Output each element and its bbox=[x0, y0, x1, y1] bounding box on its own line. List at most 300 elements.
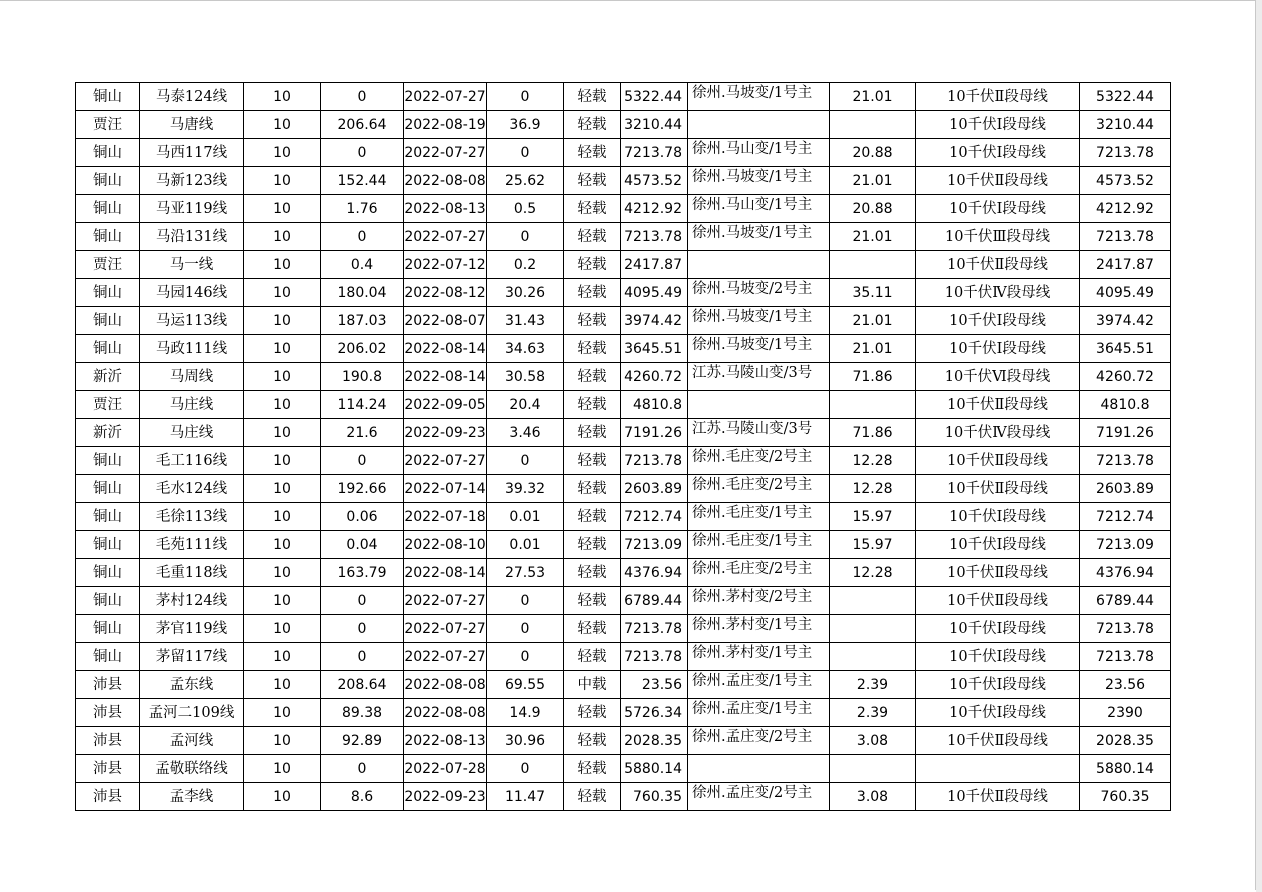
table-row bbox=[76, 643, 1171, 671]
county-cell: 沛县 bbox=[76, 671, 140, 699]
max-load-cell: 21.6 bbox=[321, 419, 404, 447]
load-rate-cell: 36.9 bbox=[487, 111, 564, 139]
max-load-cell: 190.8 bbox=[321, 363, 404, 391]
substation-cell: 徐州.马山变/1号主 bbox=[688, 139, 830, 167]
load-status-cell: 轻载 bbox=[564, 783, 621, 811]
capacity-cell: 760.35 bbox=[621, 783, 688, 811]
date-cell: 2022-08-19 bbox=[404, 111, 487, 139]
busbar-cell: 10千伏Ⅰ段母线 bbox=[916, 307, 1080, 335]
county-cell: 沛县 bbox=[76, 755, 140, 783]
line-name-cell: 马新123线 bbox=[140, 167, 244, 195]
busbar-cell: 10千伏Ⅱ段母线 bbox=[916, 83, 1080, 111]
county-cell: 铜山 bbox=[76, 195, 140, 223]
load-rate-cell: 30.26 bbox=[487, 279, 564, 307]
capacity-cell: 5726.34 bbox=[621, 699, 688, 727]
load-rate-cell: 0 bbox=[487, 587, 564, 615]
busbar-cell: 10千伏Ⅰ段母线 bbox=[916, 671, 1080, 699]
transformer-load-cell bbox=[830, 251, 916, 279]
voltage-cell: 10 bbox=[244, 167, 321, 195]
table-row bbox=[76, 223, 1171, 251]
available-capacity-cell: 2603.89 bbox=[1080, 475, 1171, 503]
available-capacity-cell: 7191.26 bbox=[1080, 419, 1171, 447]
voltage-cell: 10 bbox=[244, 503, 321, 531]
load-status-cell: 中载 bbox=[564, 671, 621, 699]
county-cell: 铜山 bbox=[76, 307, 140, 335]
available-capacity-cell: 3974.42 bbox=[1080, 307, 1171, 335]
voltage-cell: 10 bbox=[244, 251, 321, 279]
substation-cell: 徐州.毛庄变/1号主 bbox=[688, 531, 830, 559]
date-cell: 2022-09-23 bbox=[404, 783, 487, 811]
transformer-load-cell bbox=[830, 643, 916, 671]
voltage-cell: 10 bbox=[244, 643, 321, 671]
load-rate-cell: 39.32 bbox=[487, 475, 564, 503]
transformer-load-cell: 20.88 bbox=[830, 195, 916, 223]
transformer-load-cell: 21.01 bbox=[830, 167, 916, 195]
table-row bbox=[76, 587, 1171, 615]
table-row bbox=[76, 783, 1171, 811]
busbar-cell: 10千伏Ⅰ段母线 bbox=[916, 139, 1080, 167]
max-load-cell: 0.04 bbox=[321, 531, 404, 559]
busbar-cell: 10千伏Ⅱ段母线 bbox=[916, 391, 1080, 419]
load-rate-cell: 34.63 bbox=[487, 335, 564, 363]
substation-cell: 徐州.茅村变/1号主 bbox=[688, 643, 830, 671]
date-cell: 2022-08-08 bbox=[404, 699, 487, 727]
max-load-cell: 8.6 bbox=[321, 783, 404, 811]
max-load-cell: 192.66 bbox=[321, 475, 404, 503]
load-status-cell: 轻载 bbox=[564, 223, 621, 251]
county-cell: 铜山 bbox=[76, 587, 140, 615]
busbar-cell bbox=[916, 755, 1080, 783]
load-status-cell: 轻载 bbox=[564, 195, 621, 223]
date-cell: 2022-07-27 bbox=[404, 447, 487, 475]
voltage-cell: 10 bbox=[244, 363, 321, 391]
available-capacity-cell: 4376.94 bbox=[1080, 559, 1171, 587]
max-load-cell: 114.24 bbox=[321, 391, 404, 419]
transformer-load-cell: 3.08 bbox=[830, 727, 916, 755]
capacity-cell: 4810.8 bbox=[621, 391, 688, 419]
line-name-cell: 马政111线 bbox=[140, 335, 244, 363]
busbar-cell: 10千伏Ⅳ段母线 bbox=[916, 419, 1080, 447]
line-name-cell: 毛苑111线 bbox=[140, 531, 244, 559]
line-name-cell: 孟河二109线 bbox=[140, 699, 244, 727]
max-load-cell: 0 bbox=[321, 587, 404, 615]
table-row bbox=[76, 531, 1171, 559]
busbar-cell: 10千伏Ⅱ段母线 bbox=[916, 783, 1080, 811]
transformer-load-cell: 71.86 bbox=[830, 419, 916, 447]
transformer-load-cell: 15.97 bbox=[830, 503, 916, 531]
line-name-cell: 孟敬联络线 bbox=[140, 755, 244, 783]
voltage-cell: 10 bbox=[244, 139, 321, 167]
line-name-cell: 毛徐113线 bbox=[140, 503, 244, 531]
table-row bbox=[76, 251, 1171, 279]
capacity-cell: 7213.78 bbox=[621, 643, 688, 671]
county-cell: 铜山 bbox=[76, 139, 140, 167]
load-status-cell: 轻载 bbox=[564, 111, 621, 139]
capacity-cell: 3210.44 bbox=[621, 111, 688, 139]
available-capacity-cell: 7213.78 bbox=[1080, 139, 1171, 167]
capacity-cell: 7213.78 bbox=[621, 615, 688, 643]
table-row bbox=[76, 83, 1171, 111]
voltage-cell: 10 bbox=[244, 335, 321, 363]
available-capacity-cell: 5322.44 bbox=[1080, 83, 1171, 111]
load-status-cell: 轻载 bbox=[564, 503, 621, 531]
max-load-cell: 89.38 bbox=[321, 699, 404, 727]
capacity-cell: 4573.52 bbox=[621, 167, 688, 195]
transformer-load-cell bbox=[830, 111, 916, 139]
load-status-cell: 轻载 bbox=[564, 531, 621, 559]
substation-cell: 徐州.马坡变/2号主 bbox=[688, 279, 830, 307]
available-capacity-cell: 3645.51 bbox=[1080, 335, 1171, 363]
transformer-load-cell bbox=[830, 615, 916, 643]
line-name-cell: 马沿131线 bbox=[140, 223, 244, 251]
line-name-cell: 茅官119线 bbox=[140, 615, 244, 643]
load-rate-cell: 20.4 bbox=[487, 391, 564, 419]
table-body bbox=[76, 83, 1171, 811]
voltage-cell: 10 bbox=[244, 195, 321, 223]
busbar-cell: 10千伏Ⅱ段母线 bbox=[916, 447, 1080, 475]
max-load-cell: 92.89 bbox=[321, 727, 404, 755]
load-status-cell: 轻载 bbox=[564, 727, 621, 755]
county-cell: 新沂 bbox=[76, 419, 140, 447]
transformer-load-cell: 12.28 bbox=[830, 475, 916, 503]
substation-cell: 徐州.毛庄变/2号主 bbox=[688, 475, 830, 503]
date-cell: 2022-08-13 bbox=[404, 727, 487, 755]
date-cell: 2022-07-18 bbox=[404, 503, 487, 531]
table-row bbox=[76, 195, 1171, 223]
date-cell: 2022-07-27 bbox=[404, 587, 487, 615]
max-load-cell: 163.79 bbox=[321, 559, 404, 587]
max-load-cell: 206.64 bbox=[321, 111, 404, 139]
load-status-cell: 轻载 bbox=[564, 643, 621, 671]
capacity-cell: 7213.78 bbox=[621, 223, 688, 251]
available-capacity-cell: 4573.52 bbox=[1080, 167, 1171, 195]
capacity-cell: 7213.09 bbox=[621, 531, 688, 559]
available-capacity-cell: 7213.78 bbox=[1080, 615, 1171, 643]
table-row bbox=[76, 279, 1171, 307]
date-cell: 2022-08-12 bbox=[404, 279, 487, 307]
load-status-cell: 轻载 bbox=[564, 279, 621, 307]
available-capacity-cell: 7213.78 bbox=[1080, 223, 1171, 251]
max-load-cell: 0.06 bbox=[321, 503, 404, 531]
table-row bbox=[76, 335, 1171, 363]
available-capacity-cell: 2028.35 bbox=[1080, 727, 1171, 755]
available-capacity-cell: 7213.09 bbox=[1080, 531, 1171, 559]
county-cell: 铜山 bbox=[76, 615, 140, 643]
busbar-cell: 10千伏Ⅳ段母线 bbox=[916, 279, 1080, 307]
max-load-cell: 0 bbox=[321, 139, 404, 167]
available-capacity-cell: 4095.49 bbox=[1080, 279, 1171, 307]
county-cell: 铜山 bbox=[76, 559, 140, 587]
max-load-cell: 180.04 bbox=[321, 279, 404, 307]
busbar-cell: 10千伏Ⅱ段母线 bbox=[916, 587, 1080, 615]
load-status-cell: 轻载 bbox=[564, 139, 621, 167]
capacity-cell: 5322.44 bbox=[621, 83, 688, 111]
capacity-cell: 4212.92 bbox=[621, 195, 688, 223]
date-cell: 2022-08-07 bbox=[404, 307, 487, 335]
date-cell: 2022-08-08 bbox=[404, 167, 487, 195]
voltage-cell: 10 bbox=[244, 447, 321, 475]
transformer-load-cell: 21.01 bbox=[830, 307, 916, 335]
line-name-cell: 毛工116线 bbox=[140, 447, 244, 475]
line-name-cell: 马一线 bbox=[140, 251, 244, 279]
substation-cell bbox=[688, 755, 830, 783]
capacity-cell: 4376.94 bbox=[621, 559, 688, 587]
substation-cell: 徐州.毛庄变/2号主 bbox=[688, 559, 830, 587]
load-rate-cell: 14.9 bbox=[487, 699, 564, 727]
page-shadow bbox=[1256, 0, 1262, 892]
date-cell: 2022-08-14 bbox=[404, 335, 487, 363]
voltage-cell: 10 bbox=[244, 531, 321, 559]
table-row bbox=[76, 111, 1171, 139]
line-name-cell: 茅留117线 bbox=[140, 643, 244, 671]
transformer-load-cell: 21.01 bbox=[830, 83, 916, 111]
load-rate-cell: 0 bbox=[487, 139, 564, 167]
county-cell: 铜山 bbox=[76, 503, 140, 531]
voltage-cell: 10 bbox=[244, 671, 321, 699]
substation-cell: 徐州.毛庄变/2号主 bbox=[688, 447, 830, 475]
transformer-load-cell: 15.97 bbox=[830, 531, 916, 559]
substation-cell: 江苏.马陵山变/3号 bbox=[688, 363, 830, 391]
load-status-cell: 轻载 bbox=[564, 419, 621, 447]
county-cell: 沛县 bbox=[76, 699, 140, 727]
line-name-cell: 马庄线 bbox=[140, 391, 244, 419]
available-capacity-cell: 4810.8 bbox=[1080, 391, 1171, 419]
capacity-cell: 4260.72 bbox=[621, 363, 688, 391]
available-capacity-cell: 7212.74 bbox=[1080, 503, 1171, 531]
substation-cell bbox=[688, 391, 830, 419]
line-name-cell: 马庄线 bbox=[140, 419, 244, 447]
date-cell: 2022-07-27 bbox=[404, 643, 487, 671]
substation-cell: 徐州.孟庄变/2号主 bbox=[688, 727, 830, 755]
transformer-load-cell bbox=[830, 587, 916, 615]
substation-cell: 徐州.茅村变/1号主 bbox=[688, 615, 830, 643]
max-load-cell: 0 bbox=[321, 643, 404, 671]
substation-cell bbox=[688, 111, 830, 139]
load-rate-cell: 69.55 bbox=[487, 671, 564, 699]
substation-cell: 徐州.马坡变/1号主 bbox=[688, 335, 830, 363]
load-rate-cell: 11.47 bbox=[487, 783, 564, 811]
voltage-cell: 10 bbox=[244, 475, 321, 503]
transformer-load-cell: 3.08 bbox=[830, 783, 916, 811]
line-name-cell: 毛水124线 bbox=[140, 475, 244, 503]
load-status-cell: 轻载 bbox=[564, 587, 621, 615]
table-row bbox=[76, 447, 1171, 475]
load-rate-cell: 0.01 bbox=[487, 503, 564, 531]
table-row bbox=[76, 363, 1171, 391]
busbar-cell: 10千伏Ⅱ段母线 bbox=[916, 727, 1080, 755]
max-load-cell: 208.64 bbox=[321, 671, 404, 699]
voltage-cell: 10 bbox=[244, 111, 321, 139]
substation-cell: 江苏.马陵山变/3号 bbox=[688, 419, 830, 447]
voltage-cell: 10 bbox=[244, 391, 321, 419]
transformer-load-cell bbox=[830, 755, 916, 783]
load-rate-cell: 0 bbox=[487, 447, 564, 475]
available-capacity-cell: 760.35 bbox=[1080, 783, 1171, 811]
transformer-load-cell: 21.01 bbox=[830, 335, 916, 363]
available-capacity-cell: 6789.44 bbox=[1080, 587, 1171, 615]
line-name-cell: 马亚119线 bbox=[140, 195, 244, 223]
date-cell: 2022-08-10 bbox=[404, 531, 487, 559]
voltage-cell: 10 bbox=[244, 83, 321, 111]
table-row bbox=[76, 615, 1171, 643]
county-cell: 铜山 bbox=[76, 531, 140, 559]
table-row bbox=[76, 755, 1171, 783]
max-load-cell: 206.02 bbox=[321, 335, 404, 363]
load-rate-cell: 0.5 bbox=[487, 195, 564, 223]
load-rate-cell: 25.62 bbox=[487, 167, 564, 195]
busbar-cell: 10千伏Ⅰ段母线 bbox=[916, 531, 1080, 559]
table-row bbox=[76, 503, 1171, 531]
line-name-cell: 马周线 bbox=[140, 363, 244, 391]
available-capacity-cell: 2390 bbox=[1080, 699, 1171, 727]
load-rate-cell: 27.53 bbox=[487, 559, 564, 587]
date-cell: 2022-08-08 bbox=[404, 671, 487, 699]
capacity-cell: 7191.26 bbox=[621, 419, 688, 447]
busbar-cell: 10千伏Ⅵ段母线 bbox=[916, 363, 1080, 391]
line-name-cell: 马西117线 bbox=[140, 139, 244, 167]
feeder-load-table bbox=[75, 82, 1171, 811]
date-cell: 2022-09-23 bbox=[404, 419, 487, 447]
available-capacity-cell: 23.56 bbox=[1080, 671, 1171, 699]
transformer-load-cell: 12.28 bbox=[830, 559, 916, 587]
table-row bbox=[76, 139, 1171, 167]
load-rate-cell: 0 bbox=[487, 223, 564, 251]
available-capacity-cell: 4212.92 bbox=[1080, 195, 1171, 223]
load-status-cell: 轻载 bbox=[564, 615, 621, 643]
date-cell: 2022-07-12 bbox=[404, 251, 487, 279]
transformer-load-cell: 20.88 bbox=[830, 139, 916, 167]
voltage-cell: 10 bbox=[244, 223, 321, 251]
table-row bbox=[76, 167, 1171, 195]
load-status-cell: 轻载 bbox=[564, 447, 621, 475]
busbar-cell: 10千伏Ⅱ段母线 bbox=[916, 559, 1080, 587]
substation-cell: 徐州.毛庄变/1号主 bbox=[688, 503, 830, 531]
date-cell: 2022-08-14 bbox=[404, 559, 487, 587]
busbar-cell: 10千伏Ⅰ段母线 bbox=[916, 335, 1080, 363]
busbar-cell: 10千伏Ⅰ段母线 bbox=[916, 699, 1080, 727]
county-cell: 铜山 bbox=[76, 475, 140, 503]
substation-cell: 徐州.茅村变/2号主 bbox=[688, 587, 830, 615]
line-name-cell: 孟河线 bbox=[140, 727, 244, 755]
max-load-cell: 0 bbox=[321, 755, 404, 783]
substation-cell: 徐州.马坡变/1号主 bbox=[688, 307, 830, 335]
transformer-load-cell: 12.28 bbox=[830, 447, 916, 475]
voltage-cell: 10 bbox=[244, 307, 321, 335]
max-load-cell: 152.44 bbox=[321, 167, 404, 195]
available-capacity-cell: 3210.44 bbox=[1080, 111, 1171, 139]
load-status-cell: 轻载 bbox=[564, 251, 621, 279]
max-load-cell: 0.4 bbox=[321, 251, 404, 279]
load-rate-cell: 0.01 bbox=[487, 531, 564, 559]
busbar-cell: 10千伏Ⅱ段母线 bbox=[916, 167, 1080, 195]
date-cell: 2022-09-05 bbox=[404, 391, 487, 419]
load-status-cell: 轻载 bbox=[564, 475, 621, 503]
county-cell: 铜山 bbox=[76, 447, 140, 475]
table-row bbox=[76, 307, 1171, 335]
table-row bbox=[76, 559, 1171, 587]
table-row bbox=[76, 391, 1171, 419]
load-status-cell: 轻载 bbox=[564, 363, 621, 391]
county-cell: 铜山 bbox=[76, 167, 140, 195]
transformer-load-cell: 35.11 bbox=[830, 279, 916, 307]
line-name-cell: 孟李线 bbox=[140, 783, 244, 811]
max-load-cell: 187.03 bbox=[321, 307, 404, 335]
county-cell: 铜山 bbox=[76, 279, 140, 307]
county-cell: 贾汪 bbox=[76, 111, 140, 139]
substation-cell bbox=[688, 251, 830, 279]
max-load-cell: 0 bbox=[321, 223, 404, 251]
max-load-cell: 0 bbox=[321, 615, 404, 643]
line-name-cell: 马泰124线 bbox=[140, 83, 244, 111]
load-status-cell: 轻载 bbox=[564, 699, 621, 727]
voltage-cell: 10 bbox=[244, 587, 321, 615]
max-load-cell: 0 bbox=[321, 83, 404, 111]
load-rate-cell: 0.2 bbox=[487, 251, 564, 279]
busbar-cell: 10千伏Ⅱ段母线 bbox=[916, 251, 1080, 279]
load-status-cell: 轻载 bbox=[564, 83, 621, 111]
line-name-cell: 马唐线 bbox=[140, 111, 244, 139]
load-rate-cell: 0 bbox=[487, 83, 564, 111]
voltage-cell: 10 bbox=[244, 559, 321, 587]
busbar-cell: 10千伏Ⅱ段母线 bbox=[916, 475, 1080, 503]
max-load-cell: 0 bbox=[321, 447, 404, 475]
county-cell: 铜山 bbox=[76, 83, 140, 111]
busbar-cell: 10千伏Ⅰ段母线 bbox=[916, 503, 1080, 531]
date-cell: 2022-08-13 bbox=[404, 195, 487, 223]
voltage-cell: 10 bbox=[244, 279, 321, 307]
line-name-cell: 茅村124线 bbox=[140, 587, 244, 615]
voltage-cell: 10 bbox=[244, 727, 321, 755]
load-status-cell: 轻载 bbox=[564, 307, 621, 335]
voltage-cell: 10 bbox=[244, 419, 321, 447]
table-row bbox=[76, 699, 1171, 727]
available-capacity-cell: 2417.87 bbox=[1080, 251, 1171, 279]
capacity-cell: 7212.74 bbox=[621, 503, 688, 531]
table-row bbox=[76, 727, 1171, 755]
load-status-cell: 轻载 bbox=[564, 755, 621, 783]
line-name-cell: 毛重118线 bbox=[140, 559, 244, 587]
county-cell: 铜山 bbox=[76, 223, 140, 251]
load-rate-cell: 30.58 bbox=[487, 363, 564, 391]
transformer-load-cell: 2.39 bbox=[830, 671, 916, 699]
substation-cell: 徐州.马山变/1号主 bbox=[688, 195, 830, 223]
substation-cell: 徐州.马坡变/1号主 bbox=[688, 83, 830, 111]
line-name-cell: 马园146线 bbox=[140, 279, 244, 307]
load-status-cell: 轻载 bbox=[564, 559, 621, 587]
county-cell: 贾汪 bbox=[76, 251, 140, 279]
line-name-cell: 马运113线 bbox=[140, 307, 244, 335]
county-cell: 铜山 bbox=[76, 643, 140, 671]
load-rate-cell: 0 bbox=[487, 755, 564, 783]
load-rate-cell: 31.43 bbox=[487, 307, 564, 335]
county-cell: 贾汪 bbox=[76, 391, 140, 419]
busbar-cell: 10千伏Ⅰ段母线 bbox=[916, 643, 1080, 671]
table-row bbox=[76, 419, 1171, 447]
substation-cell: 徐州.孟庄变/1号主 bbox=[688, 699, 830, 727]
substation-cell: 徐州.马坡变/1号主 bbox=[688, 223, 830, 251]
load-rate-cell: 3.46 bbox=[487, 419, 564, 447]
date-cell: 2022-07-27 bbox=[404, 139, 487, 167]
voltage-cell: 10 bbox=[244, 783, 321, 811]
voltage-cell: 10 bbox=[244, 699, 321, 727]
load-rate-cell: 30.96 bbox=[487, 727, 564, 755]
table-row bbox=[76, 671, 1171, 699]
date-cell: 2022-07-14 bbox=[404, 475, 487, 503]
capacity-cell: 2603.89 bbox=[621, 475, 688, 503]
busbar-cell: 10千伏Ⅰ段母线 bbox=[916, 195, 1080, 223]
load-rate-cell: 0 bbox=[487, 643, 564, 671]
load-status-cell: 轻载 bbox=[564, 391, 621, 419]
